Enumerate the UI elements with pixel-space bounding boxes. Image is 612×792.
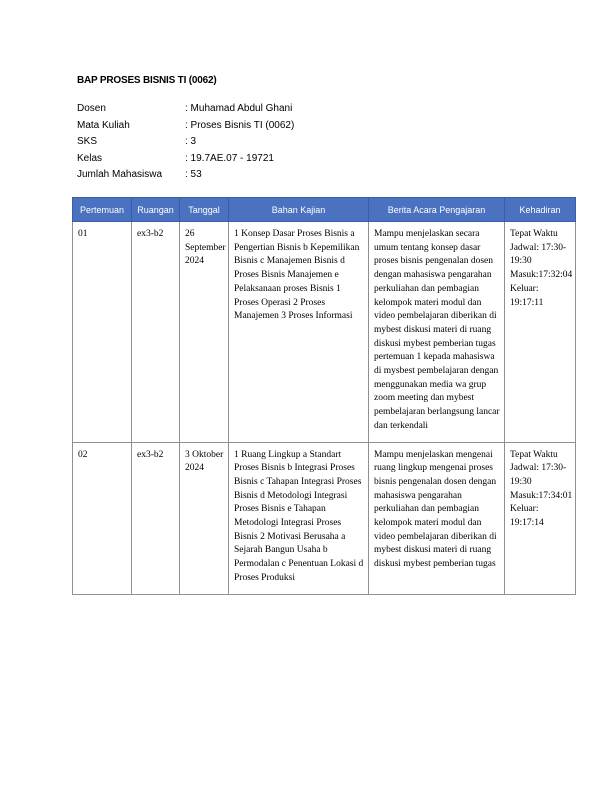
kehadiran-status: Tepat Waktu <box>510 449 558 460</box>
meta-label: Jumlah Mahasiswa <box>77 169 163 181</box>
header-ruangan: Ruangan <box>132 198 180 222</box>
table-header-row <box>73 198 576 222</box>
table-row <box>73 442 576 594</box>
kehadiran-jadwal: Jadwal: 17:30-19:30 <box>510 463 567 487</box>
header-berita-acara: Berita Acara Pengajaran <box>369 198 505 222</box>
meta-value: : 3 <box>185 136 197 148</box>
cell-ruangan: ex3-b2 <box>132 222 180 443</box>
meta-row-sks <box>77 134 294 151</box>
header-bahan-kajian: Bahan Kajian <box>229 198 369 222</box>
cell-tanggal: 3 Oktober 2024 <box>180 442 229 594</box>
kehadiran-masuk: Masuk:17:32:04 <box>510 270 573 281</box>
kehadiran-keluar: Keluar: 19:17:11 <box>510 283 544 308</box>
document-title: BAP PROSES BISNIS TI (0062) <box>77 75 217 86</box>
cell-ruangan: ex3-b2 <box>132 442 180 594</box>
cell-tanggal: 26 September 2024 <box>180 222 229 443</box>
cell-pertemuan: 01 <box>73 222 132 443</box>
meta-row-dosen <box>77 101 294 118</box>
meta-value: : Muhamad Abdul Ghani <box>185 103 293 114</box>
meta-value: : 19.7AE.07 - 19721 <box>185 152 274 164</box>
header-pertemuan: Pertemuan <box>73 198 132 222</box>
kehadiran-jadwal: Jadwal: 17:30-19:30 <box>510 242 567 267</box>
cell-bahan-kajian: 1 Ruang Lingkup a Standart Proses Bisnis b Integrasi Proses Bisnis c Tahapan Integrasi Proses Bisnis d Metodologi Integrasi Proses Bisnis e Tahapan Metodologi Integrasi Proses Bisnis 2 Motivasi Berusaha a Sejarah Bangun Usaha b Permodalan c Penentuan Lokasi d Proses Produksi <box>229 442 369 594</box>
course-info <box>77 101 294 184</box>
meta-value: : 53 <box>185 169 202 181</box>
meta-label: Kelas <box>77 152 103 164</box>
kehadiran-status: Tepat Waktu <box>510 229 558 239</box>
meta-label: Dosen <box>77 103 106 114</box>
bap-table <box>72 197 576 595</box>
meta-label: SKS <box>77 136 98 148</box>
cell-bahan-kajian: 1 Konsep Dasar Proses Bisnis a Pengertian Bisnis b Kepemilikan Bisnis c Manajemen Bisnis d Proses Bisnis Manajemen e Pelaksanaan proses Bisnis 1 Proses Operasi 2 Proses Manajemen 3 Proses Informasi <box>229 222 369 443</box>
cell-berita-acara: Mampu menjelaskan secara umum tentang konsep dasar proses bisnis pengenalan dosen dengan mahasiswa pengarahan perkuliahan dan pembagian kelompok materi modul dan video pembelajaran diberikan di mybest diskusi materi di ruang diskusi mybest pemberian tugas pertemuan 1 kepada mahasiswa di mysbest pembelajaran dengan menggunakan media wa grup zoom meeting dan mybest pembelajaran berlangsung lancar dan terkendali <box>369 222 505 443</box>
meta-row-mata-kuliah <box>77 118 294 135</box>
table-row <box>73 222 576 443</box>
header-kehadiran: Kehadiran <box>505 198 576 222</box>
meta-row-kelas <box>77 151 294 168</box>
meta-row-jumlah-mahasiswa <box>77 167 294 184</box>
cell-berita-acara: Mampu menjelaskan mengenai ruang lingkup mengenai proses bisnis pengenalan dosen dengan mahasiswa pengarahan perkuliahan dan pembagian kelompok materi modul dan video pembelajaran diberikan di mybest diskusi materi di ruang diskusi mybest pemberian tugas <box>369 442 505 594</box>
meta-label: Mata Kuliah <box>77 119 130 131</box>
header-tanggal: Tanggal <box>180 198 229 222</box>
kehadiran-masuk: Masuk:17:34:01 <box>510 490 573 501</box>
meta-value: : Proses Bisnis TI (0062) <box>185 119 295 131</box>
kehadiran-keluar: Keluar: 19:17:14 <box>510 504 544 529</box>
cell-kehadiran <box>505 442 576 594</box>
cell-pertemuan: 02 <box>73 442 132 594</box>
cell-kehadiran <box>505 222 576 443</box>
